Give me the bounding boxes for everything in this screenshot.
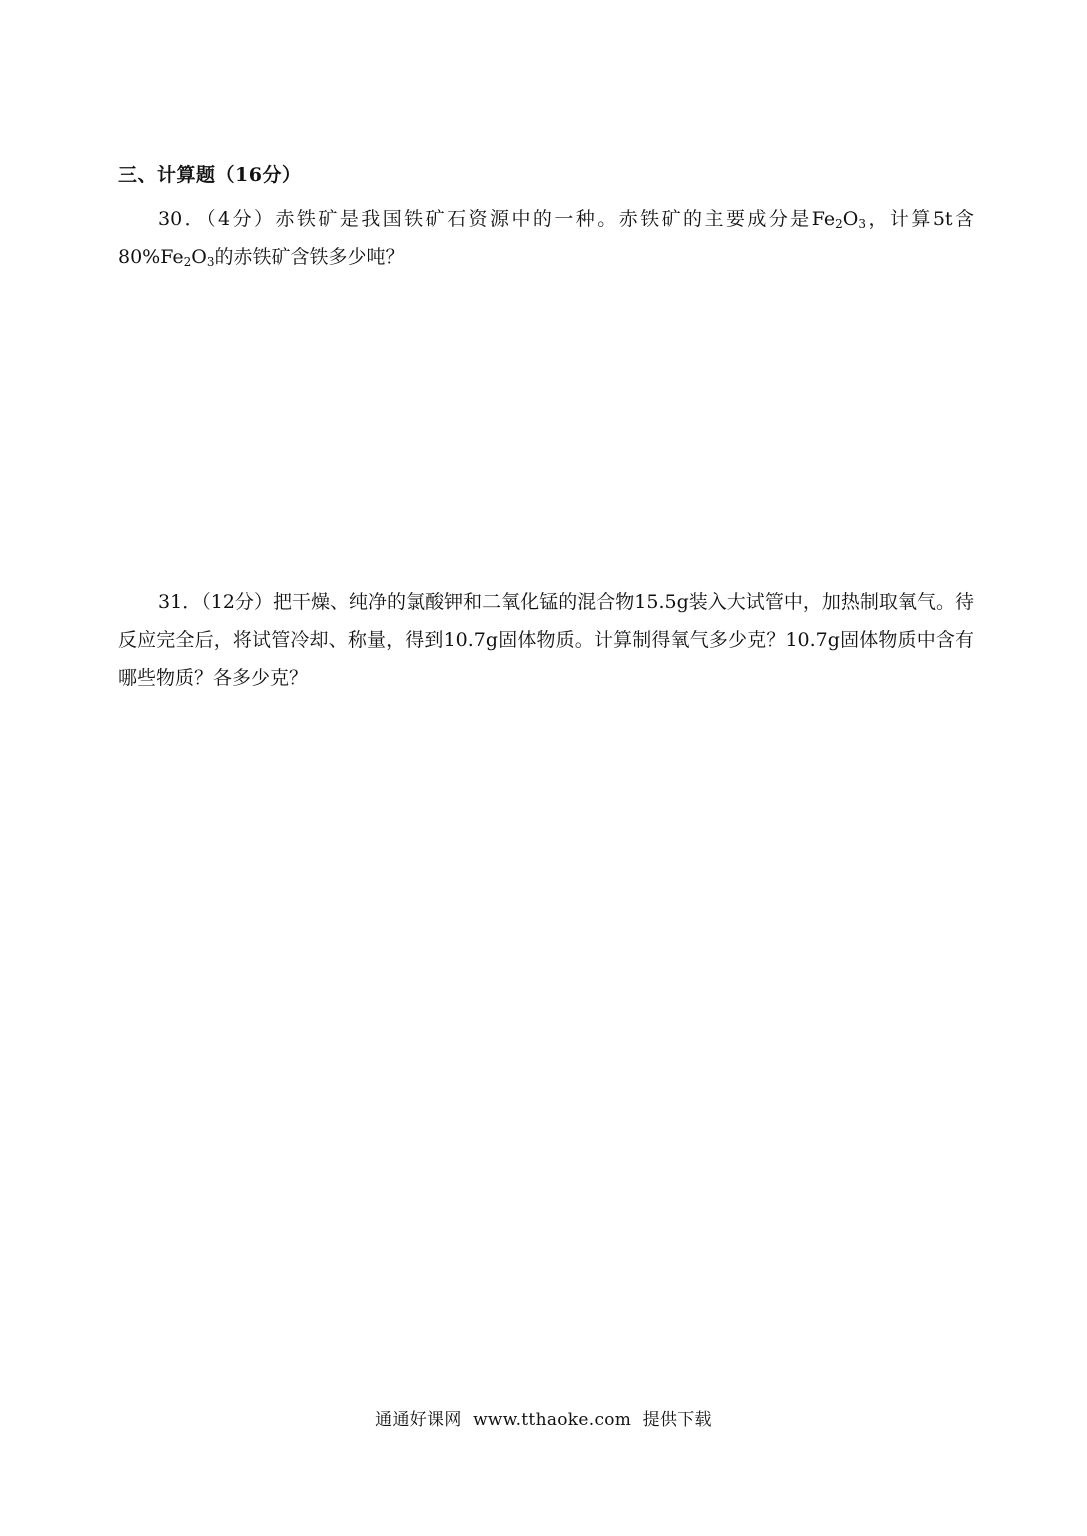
question-30-text-4: O — [191, 246, 207, 268]
question-30-text-5: 的赤铁矿含铁多少吨？ — [214, 246, 405, 268]
footer-url[interactable]: www.tthaoke.com — [473, 1410, 632, 1430]
footer-site-name: 通通好课网 — [375, 1410, 462, 1430]
question-31: 31．（12分）把干燥、纯净的氯酸钾和二氧化锰的混合物15.5g装入大试管中，加热制取氧气。待反应完全后，将试管冷却、称量，得到10.7g固体物质。计算制得氧气多少克？10.7g固体物质中含有哪些物质？各多少克？ — [118, 591, 974, 689]
footer-suffix: 提供下载 — [642, 1410, 712, 1430]
page-footer — [0, 1405, 1087, 1430]
question-30 — [118, 200, 974, 276]
subscript: 3 — [206, 255, 215, 269]
question-30-text-3: ，计算5t含80%Fe — [118, 208, 974, 268]
question-30-text-2: O — [842, 208, 859, 230]
section-title: 三、计算题（16分） — [118, 164, 302, 186]
subscript: 3 — [858, 217, 867, 231]
question-30-text-1: 30．（4分）赤铁矿是我国铁矿石资源中的一种。赤铁矿的主要成分是Fe — [158, 208, 836, 230]
subscript: 2 — [835, 217, 843, 231]
subscript: 2 — [183, 255, 192, 269]
